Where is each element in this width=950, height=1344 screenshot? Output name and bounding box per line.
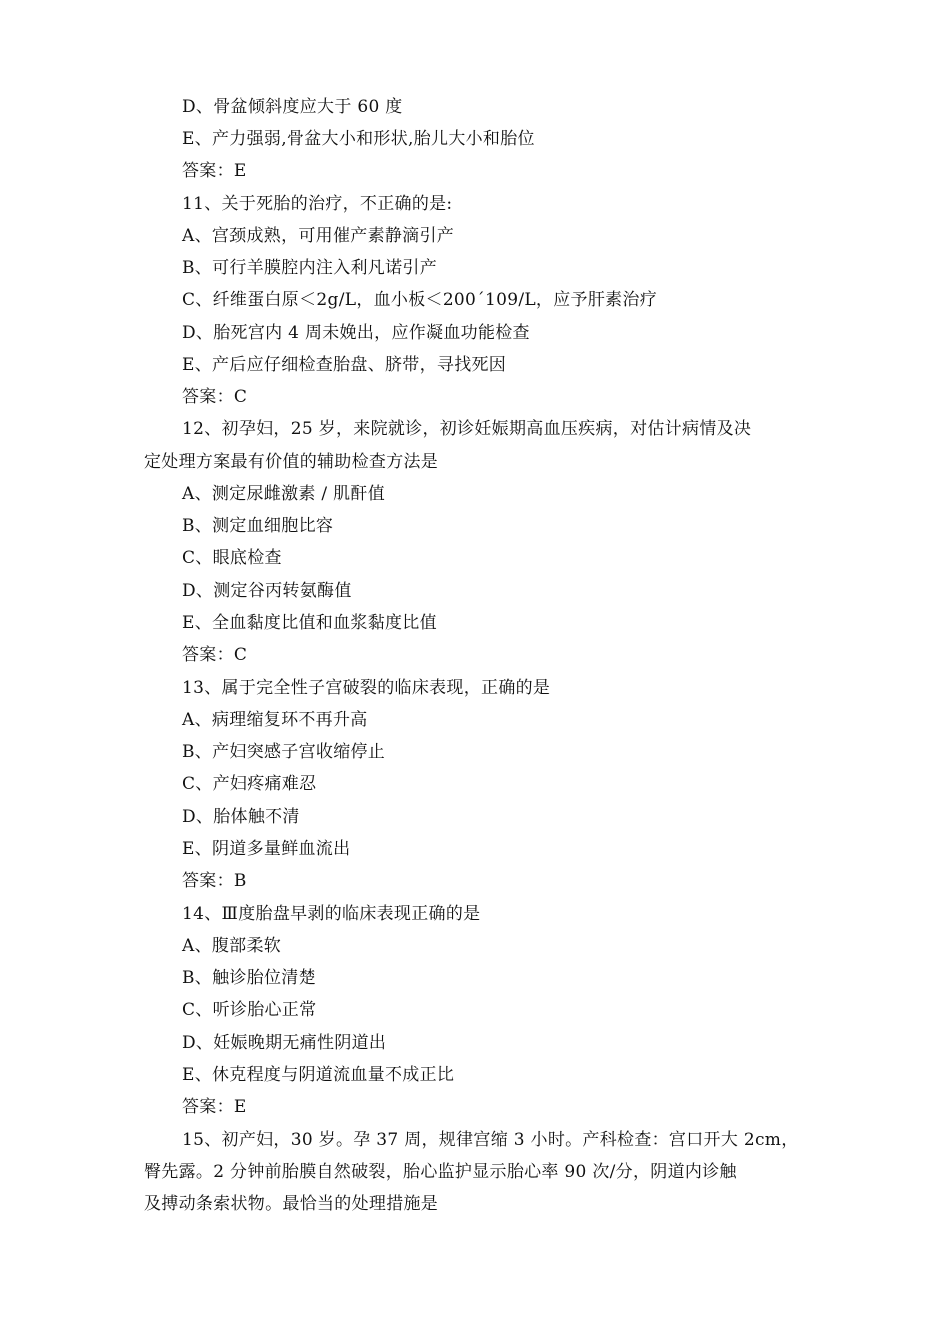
option-b: B、测定血细胞比容 [182, 516, 334, 536]
option-e: E、产后应仔细检查胎盘、脐带，寻找死因 [182, 355, 507, 375]
option-b: B、产妇突感子宫收缩停止 [182, 742, 386, 762]
option-e: E、休克程度与阴道流血量不成正比 [182, 1065, 455, 1085]
option-c: C、眼底检查 [182, 548, 282, 568]
option-a: A、测定尿雌激素 / 肌酐值 [182, 484, 386, 504]
option-e: E、产力强弱,骨盆大小和形状,胎儿大小和胎位 [182, 129, 535, 149]
question-12-continued: 定处理方案最有价值的辅助检查方法是 [144, 452, 439, 472]
option-b: B、可行羊膜腔内注入利凡诺引产 [182, 258, 437, 278]
option-a: A、病理缩复环不再升高 [182, 710, 368, 730]
option-d: D、妊娠晚期无痛性阴道出 [182, 1033, 387, 1053]
question-15: 15、初产妇，30 岁。孕 37 周，规律宫缩 3 小时。产科检查：宫口开大 2cm， [182, 1130, 799, 1150]
option-d: D、测定谷丙转氨酶值 [182, 581, 352, 601]
answer: 答案：C [182, 645, 248, 665]
answer: 答案：E [182, 161, 247, 181]
option-e: E、阴道多量鲜血流出 [182, 839, 351, 859]
option-a: A、腹部柔软 [182, 936, 282, 956]
question-11: 11、关于死胎的治疗，不正确的是: [182, 194, 453, 214]
option-d: D、胎体触不清 [182, 807, 300, 827]
option-e: E、全血黏度比值和血浆黏度比值 [182, 613, 437, 633]
option-c: C、纤维蛋白原＜2g/L，血小板＜200´109/L，应予肝素治疗 [182, 290, 658, 310]
answer: 答案：B [182, 871, 247, 891]
question-15-continued: 臀先露。2 分钟前胎膜自然破裂，胎心监护显示胎心率 90 次/分，阴道内诊触 [144, 1162, 737, 1182]
option-c: C、产妇疼痛难忍 [182, 774, 317, 794]
question-15-continued: 及搏动条索状物。最恰当的处理措施是 [144, 1194, 439, 1214]
question-14: 14、Ⅲ度胎盘早剥的临床表现正确的是 [182, 904, 481, 924]
option-b: B、触诊胎位清楚 [182, 968, 316, 988]
option-c: C、听诊胎心正常 [182, 1000, 317, 1020]
option-a: A、宫颈成熟，可用催产素静滴引产 [182, 226, 455, 246]
question-13: 13、属于完全性子宫破裂的临床表现，正确的是 [182, 678, 551, 698]
answer: 答案：C [182, 387, 248, 407]
option-d: D、骨盆倾斜度应大于 60 度 [182, 97, 403, 117]
question-12: 12、初孕妇，25 岁，来院就诊，初诊妊娠期高血压疾病，对估计病情及决 [182, 419, 752, 439]
option-d: D、胎死宫内 4 周未娩出，应作凝血功能检查 [182, 323, 530, 343]
answer: 答案：E [182, 1097, 247, 1117]
